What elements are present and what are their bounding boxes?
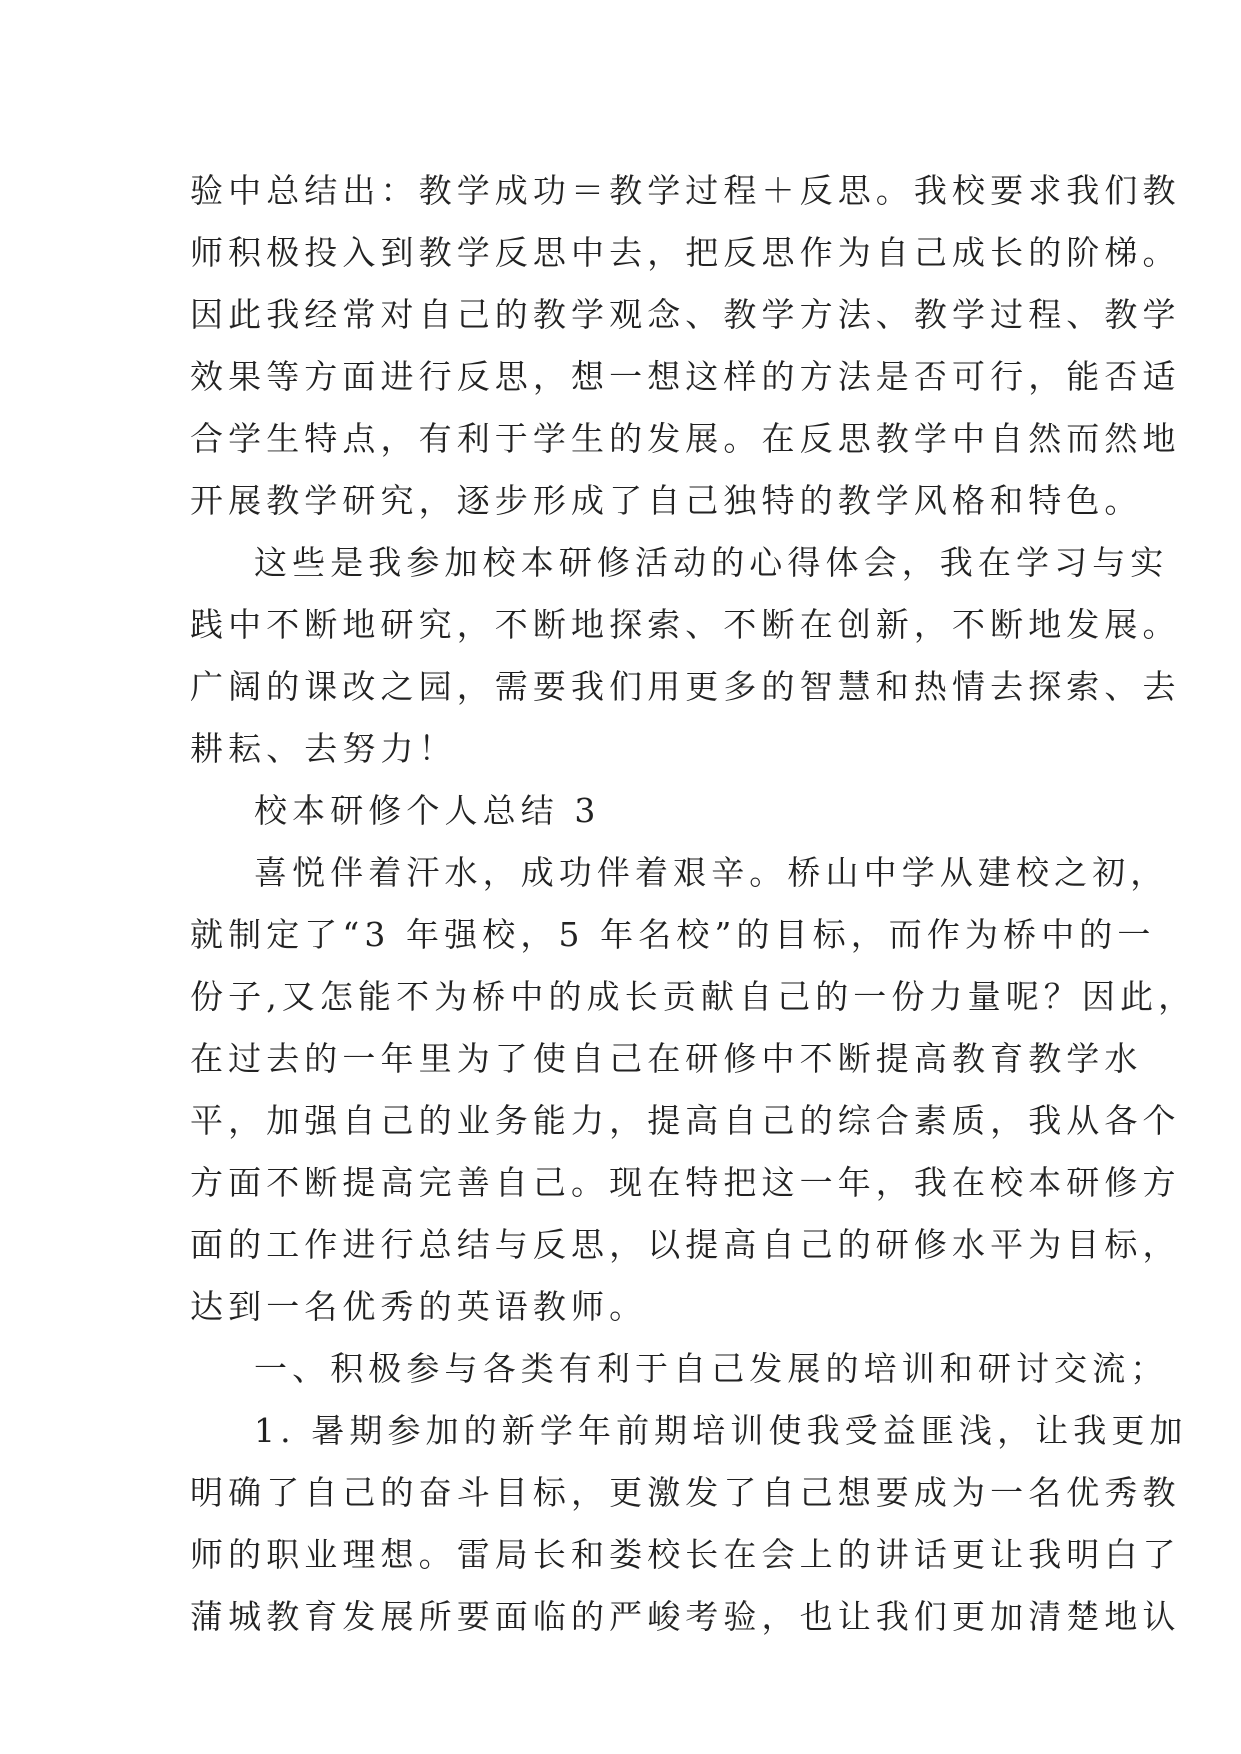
text-line: 师的职业理想。雷局长和娄校长在会上的讲话更让我明白了 bbox=[190, 1535, 1181, 1574]
text-line: 效果等方面进行反思，想一想这样的方法是否可行，能否适 bbox=[190, 357, 1181, 396]
text-line: 开展教学研究，逐步形成了自己独特的教学风格和特色。 bbox=[190, 481, 1143, 520]
body-text bbox=[190, 160, 1197, 1648]
text-line: 师积极投入到教学反思中去，把反思作为自己成长的阶梯。 bbox=[190, 233, 1181, 272]
text-line: 验中总结出：教学成功＝教学过程＋反思。我校要求我们教 bbox=[190, 171, 1181, 210]
text-line: 明确了自己的奋斗目标，更激发了自己想要成为一名优秀教 bbox=[190, 1473, 1181, 1512]
text-line: 在过去的一年里为了使自己在研修中不断提高教育教学水 bbox=[190, 1039, 1143, 1078]
text-line: 耕耘、去努力！ bbox=[190, 729, 457, 768]
paragraph-start-line: 喜悦伴着汗水，成功伴着艰辛。桥山中学从建校之初， bbox=[254, 853, 1169, 892]
text-line: 蒲城教育发展所要面临的严峻考验，也让我们更加清楚地认 bbox=[190, 1597, 1181, 1636]
text-line: 践中不断地研究，不断地探索、不断在创新，不断地发展。 bbox=[190, 605, 1181, 644]
text-line: 方面不断提高完善自己。现在特把这一年，我在校本研修方 bbox=[190, 1163, 1181, 1202]
text-line: 达到一名优秀的英语教师。 bbox=[190, 1287, 648, 1326]
section-heading: 校本研修个人总结 3 bbox=[254, 791, 601, 830]
text-line: 份子,又怎能不为桥中的成长贡献自己的一份力量呢？因此， bbox=[190, 977, 1197, 1016]
text-line: 就制定了“3 年强校，5 年名校”的目标，而作为桥中的一 bbox=[190, 915, 1156, 954]
subsection-heading: 一、积极参与各类有利于自己发展的培训和研讨交流； bbox=[254, 1349, 1169, 1388]
text-line: 面的工作进行总结与反思，以提高自己的研修水平为目标， bbox=[190, 1225, 1181, 1264]
text-line: 平，加强自己的业务能力，提高自己的综合素质，我从各个 bbox=[190, 1101, 1181, 1140]
text-line: 合学生特点，有利于学生的发展。在反思教学中自然而然地 bbox=[190, 419, 1181, 458]
text-line: 因此我经常对自己的教学观念、教学方法、教学过程、教学 bbox=[190, 295, 1181, 334]
paragraph-start-line: 1. 暑期参加的新学年前期培训使我受益匪浅，让我更加 bbox=[254, 1411, 1188, 1450]
paragraph-start-line: 这些是我参加校本研修活动的心得体会，我在学习与实 bbox=[254, 543, 1169, 582]
text-line: 广阔的课改之园，需要我们用更多的智慧和热情去探索、去 bbox=[190, 667, 1181, 706]
